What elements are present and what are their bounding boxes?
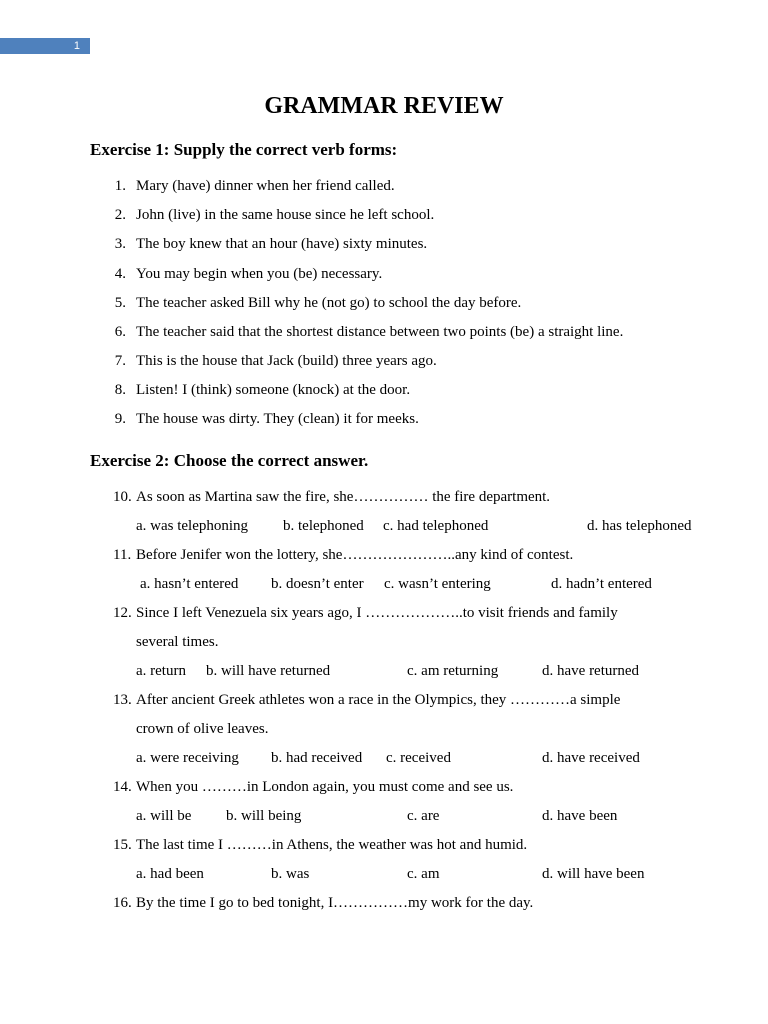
document-title: GRAMMAR REVIEW [264,93,504,119]
item-text: The teacher asked Bill why he (not go) to school the day before. [136,295,522,311]
question [0,601,768,625]
question [0,543,768,567]
question-text: After ancient Greek athletes won a race in the Olympics, they …………a simple [136,692,621,708]
item-number: 4. [114,266,126,282]
question-text: As soon as Martina saw the fire, she…………… the fire department. [136,489,551,505]
item-text: The boy knew that an hour (have) sixty minutes. [136,236,428,252]
list-item [0,291,768,315]
item-text: You may begin when you (be) necessary. [136,266,383,282]
list-item [0,262,768,286]
item-number: 7. [114,353,126,369]
question-text-continued: crown of olive leaves. [136,721,269,737]
answer-options [0,862,768,886]
question-text: Before Jenifer won the lottery, she…………………..any kind of contest. [136,547,574,563]
item-number: 9. [114,411,126,427]
question-number: 10. [113,489,132,505]
question-continuation [0,717,768,741]
answer-option[interactable]: c. am [407,866,440,882]
answer-option[interactable]: a. hasn’t entered [140,576,239,592]
answer-options [0,514,768,538]
list-item [0,320,768,344]
answer-option[interactable]: b. will being [226,808,302,824]
item-text: John (live) in the same house since he left school. [136,207,435,223]
question-number: 14. [113,779,132,795]
list-item [0,232,768,256]
item-text: The house was dirty. They (clean) it for meeks. [136,411,419,427]
answer-option[interactable]: a. was telephoning [136,518,249,534]
page-number-badge: 1 [0,38,90,54]
exercise1-heading: Exercise 1: Supply the correct verb forms: [90,140,398,159]
answer-option[interactable]: c. are [407,808,440,824]
answer-options [0,804,768,828]
item-number: 2. [114,207,126,223]
item-text: This is the house that Jack (build) three years ago. [136,353,437,369]
question-text: By the time I go to bed tonight, I……………my work for the day. [136,895,534,911]
list-item [0,407,768,431]
item-text: Mary (have) dinner when her friend called. [136,178,395,194]
item-number: 8. [114,382,126,398]
question-text: When you ………in London again, you must come and see us. [136,779,514,795]
answer-option[interactable]: b. doesn’t enter [271,576,364,592]
question [0,485,768,509]
answer-option[interactable]: b. was [271,866,310,882]
question [0,891,768,915]
item-number: 3. [114,236,126,252]
list-item [0,378,768,402]
question-number: 16. [113,895,132,911]
answer-option[interactable]: d. hadn’t entered [551,576,652,592]
answer-option[interactable]: a. return [136,663,186,679]
answer-options [0,572,768,596]
answer-option[interactable]: a. had been [136,866,204,882]
answer-option[interactable]: d. have received [542,750,640,766]
answer-options [0,659,768,683]
answer-option[interactable]: c. received [386,750,451,766]
list-item [0,349,768,373]
question-number: 11. [113,547,132,563]
question-number: 12. [113,605,132,621]
answer-options [0,746,768,770]
item-text: The teacher said that the shortest distance between two points (be) a straight line. [136,324,624,340]
answer-option[interactable]: b. will have returned [206,663,331,679]
answer-option[interactable]: c. wasn’t entering [384,576,491,592]
answer-option[interactable]: c. had telephoned [383,518,489,534]
question-number: 13. [113,692,132,708]
answer-option[interactable]: b. telephoned [283,518,364,534]
answer-option[interactable]: b. had received [271,750,363,766]
question-text-continued: several times. [136,634,219,650]
question-continuation [0,630,768,654]
answer-option[interactable]: c. am returning [407,663,499,679]
item-number: 5. [114,295,126,311]
answer-option[interactable]: d. has telephoned [587,518,692,534]
list-item [0,174,768,198]
question-text: Since I left Venezuela six years ago, I ………………..to visit friends and family [136,605,618,621]
question [0,775,768,799]
item-number: 6. [114,324,126,340]
question [0,688,768,712]
answer-option[interactable]: d. will have been [542,866,645,882]
answer-option[interactable]: a. were receiving [136,750,239,766]
answer-option[interactable]: d. have returned [542,663,640,679]
item-text: Listen! I (think) someone (knock) at the door. [136,382,411,398]
answer-option[interactable]: a. will be [136,808,192,824]
item-number: 1. [114,178,126,194]
question [0,833,768,857]
list-item [0,203,768,227]
question-text: The last time I ………in Athens, the weather was hot and humid. [136,837,528,853]
question-number: 15. [113,837,132,853]
exercise2-heading: Exercise 2: Choose the correct answer. [90,451,369,470]
answer-option[interactable]: d. have been [542,808,618,824]
